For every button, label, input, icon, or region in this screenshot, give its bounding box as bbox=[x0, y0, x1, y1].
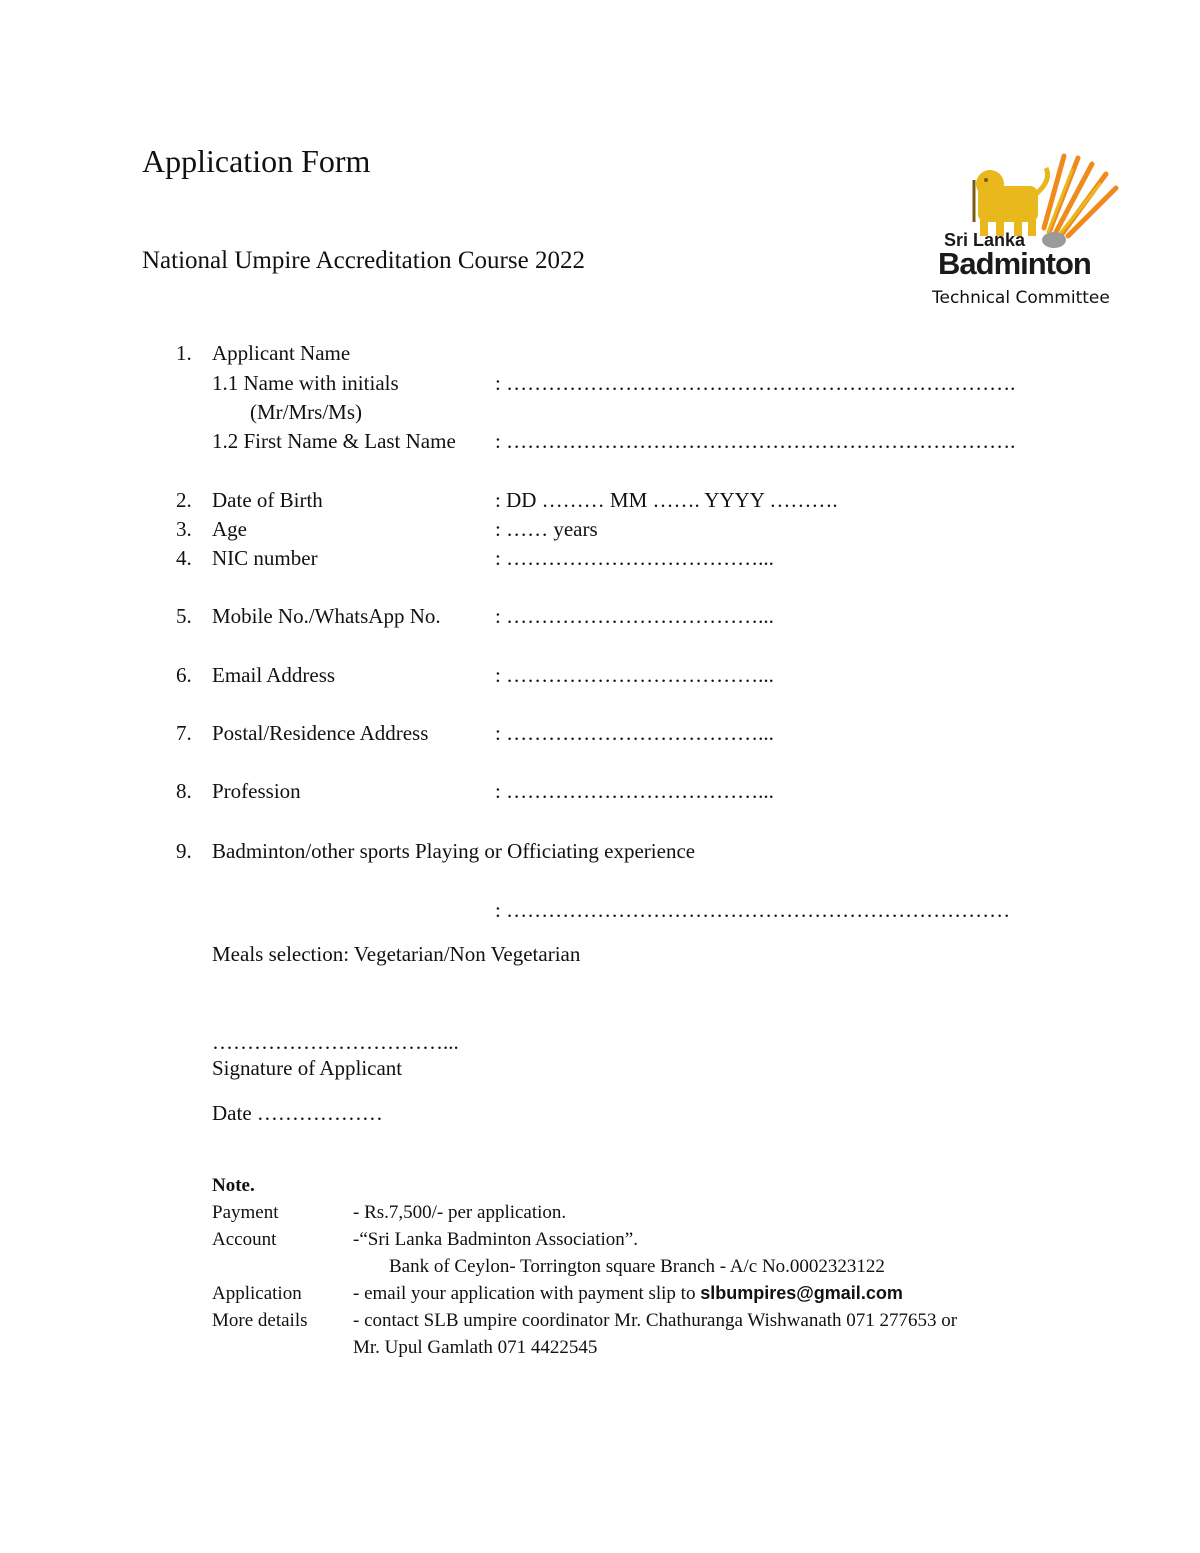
item-label-mobile: Mobile No./WhatsApp No. bbox=[212, 604, 441, 628]
sri-lanka-badminton-logo bbox=[930, 150, 1130, 315]
note-text-more-details: - contact SLB umpire coordinator Mr. Chathuranga Wishwanath 071 277653 or bbox=[353, 1310, 958, 1331]
item-number: 7. bbox=[176, 721, 192, 745]
field-profession: : ………………………………... bbox=[495, 779, 774, 803]
note-text-bank-details: Bank of Ceylon- Torrington square Branch - A/c No.0002323122 bbox=[389, 1256, 885, 1277]
item-label-date-of-birth: Date of Birth bbox=[212, 488, 323, 512]
field-experience: : ……………………………………………………………… bbox=[495, 898, 1011, 922]
note-label-more-details: More details bbox=[212, 1310, 308, 1331]
sub-label-title-options: (Mr/Mrs/Ms) bbox=[250, 400, 363, 424]
item-label-profession: Profession bbox=[212, 779, 301, 803]
email-link[interactable]: slbumpires@gmail.com bbox=[700, 1283, 903, 1303]
field-email: : ………………………………... bbox=[495, 663, 774, 687]
note-text-application bbox=[353, 1283, 903, 1305]
note-text-contact-2: Mr. Upul Gamlath 071 4422545 bbox=[353, 1337, 598, 1358]
item-label-experience: Badminton/other sports Playing or Officiating experience bbox=[212, 839, 696, 863]
field-nic: : ………………………………... bbox=[495, 546, 774, 570]
item-number: 1. bbox=[176, 341, 192, 365]
page-subtitle: National Umpire Accreditation Course 2022 bbox=[142, 247, 585, 274]
item-label-applicant-name: Applicant Name bbox=[212, 341, 351, 365]
item-number: 8. bbox=[176, 779, 192, 803]
note-application-text: - email your application with payment slip to bbox=[353, 1283, 701, 1304]
field-age: : …… years bbox=[495, 517, 598, 541]
field-postal-address: : ………………………………... bbox=[495, 721, 774, 745]
date-field: Date ……………… bbox=[212, 1101, 383, 1125]
note-heading: Note. bbox=[212, 1175, 255, 1196]
item-label-postal-address: Postal/Residence Address bbox=[212, 721, 429, 745]
logo-committee: Technical Committee bbox=[932, 288, 1110, 308]
page-title: Application Form bbox=[142, 143, 371, 179]
field-mobile: : ………………………………... bbox=[495, 604, 774, 628]
item-number: 5. bbox=[176, 604, 192, 628]
item-label-nic: NIC number bbox=[212, 546, 318, 570]
item-label-age: Age bbox=[212, 517, 247, 541]
sub-label-first-last-name: 1.2 First Name & Last Name bbox=[212, 429, 456, 453]
item-number: 6. bbox=[176, 663, 192, 687]
item-number: 3. bbox=[176, 517, 192, 541]
note-label-payment: Payment bbox=[212, 1202, 279, 1223]
note-text-account: -“Sri Lanka Badminton Association”. bbox=[353, 1229, 638, 1250]
item-label-email: Email Address bbox=[212, 663, 336, 687]
item-number: 4. bbox=[176, 546, 192, 570]
signature-line: ……………………………... bbox=[212, 1030, 459, 1054]
note-text-payment: - Rs.7,500/- per application. bbox=[353, 1202, 567, 1223]
logo-line2: Badminton bbox=[938, 246, 1091, 281]
note-label-account: Account bbox=[212, 1229, 277, 1250]
field-name-initials: : ………………………………………………………………. bbox=[495, 371, 1016, 395]
item-number: 9. bbox=[176, 839, 192, 863]
note-label-application: Application bbox=[212, 1283, 302, 1304]
signature-label: Signature of Applicant bbox=[212, 1056, 403, 1080]
field-date-of-birth: : DD ……… MM ……. YYYY ………. bbox=[495, 488, 838, 512]
item-number: 2. bbox=[176, 488, 192, 512]
logo-line1: Sri Lanka bbox=[944, 230, 1026, 250]
sub-label-name-initials: 1.1 Name with initials bbox=[212, 371, 399, 395]
meals-selection: Meals selection: Vegetarian/Non Vegetarian bbox=[212, 942, 581, 966]
field-first-last-name: : ………………………………………………………………. bbox=[495, 429, 1016, 453]
